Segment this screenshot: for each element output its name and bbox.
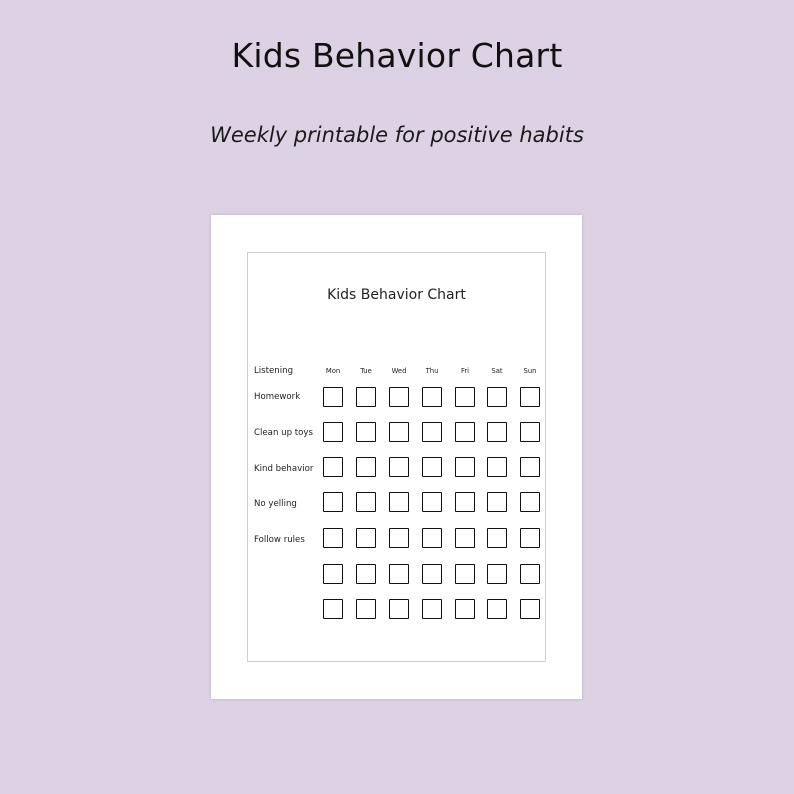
behavior-label: Kind behavior	[254, 464, 314, 474]
behavior-label: Homework	[254, 392, 301, 402]
checkbox-square	[389, 564, 409, 584]
listing-heading: Kids Behavior Chart	[231, 36, 563, 75]
behavior-label: Listening	[254, 366, 294, 376]
checkbox-square	[389, 457, 409, 477]
checkbox-square	[389, 387, 409, 407]
checkbox-square	[356, 564, 376, 584]
checkbox-square	[455, 599, 475, 619]
checkbox-square	[323, 528, 343, 548]
checkbox-square	[520, 564, 540, 584]
behavior-label: Clean up toys	[254, 428, 313, 438]
checkbox-square	[487, 599, 507, 619]
checkbox-square	[487, 492, 507, 512]
checkbox-square	[520, 387, 540, 407]
checkbox-square	[520, 422, 540, 442]
day-header-tue: Tue	[360, 367, 372, 375]
checkbox-square	[356, 457, 376, 477]
checkbox-square	[323, 599, 343, 619]
checkbox-square	[455, 387, 475, 407]
behavior-label: Follow rules	[254, 535, 305, 545]
checkbox-square	[323, 422, 343, 442]
checkbox-square	[323, 457, 343, 477]
checkbox-square	[389, 528, 409, 548]
checkbox-square	[487, 457, 507, 477]
checkbox-square	[487, 387, 507, 407]
checkbox-square	[356, 492, 376, 512]
checkbox-square	[422, 422, 442, 442]
checkbox-square	[520, 599, 540, 619]
checkbox-square	[422, 457, 442, 477]
checkbox-square	[520, 457, 540, 477]
day-header-sat: Sat	[491, 367, 503, 375]
checkbox-square	[422, 599, 442, 619]
checkbox-square	[356, 528, 376, 548]
checkbox-square	[422, 564, 442, 584]
checkbox-square	[487, 528, 507, 548]
day-header-fri: Fri	[460, 367, 470, 375]
checkbox-square	[323, 387, 343, 407]
checkbox-square	[389, 492, 409, 512]
checkbox-square	[356, 422, 376, 442]
checkbox-square	[487, 564, 507, 584]
sheet-title: Kids Behavior Chart	[327, 287, 466, 303]
checkbox-square	[520, 528, 540, 548]
checkbox-square	[323, 492, 343, 512]
day-header-mon: Mon	[325, 367, 341, 375]
checkbox-square	[356, 387, 376, 407]
checkbox-square	[487, 422, 507, 442]
checkbox-square	[389, 422, 409, 442]
day-header-sun: Sun	[523, 367, 537, 375]
checkbox-square	[323, 564, 343, 584]
checkbox-square	[455, 492, 475, 512]
checkbox-square	[422, 528, 442, 548]
checkbox-square	[389, 599, 409, 619]
day-header-thu: Thu	[425, 367, 439, 375]
checkbox-square	[520, 492, 540, 512]
day-header-wed: Wed	[391, 367, 407, 375]
checkbox-square	[455, 528, 475, 548]
checkbox-square	[455, 457, 475, 477]
checkbox-square	[455, 564, 475, 584]
checkbox-square	[455, 422, 475, 442]
checkbox-square	[422, 387, 442, 407]
checkbox-square	[422, 492, 442, 512]
listing-subheading: Weekly printable for positive habits	[210, 123, 584, 147]
checkbox-square	[356, 599, 376, 619]
behavior-label: No yelling	[254, 499, 297, 509]
